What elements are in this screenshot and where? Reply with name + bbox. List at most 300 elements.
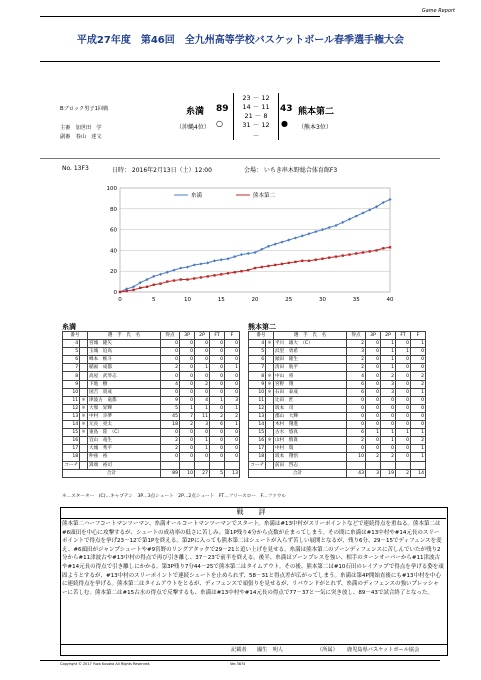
player-number: 12 <box>63 404 80 412</box>
data-point <box>321 258 323 260</box>
player-3p: 0 <box>366 340 381 348</box>
player-number: 6 <box>63 356 80 364</box>
player-number: 5 <box>249 348 266 356</box>
table-row <box>63 396 240 404</box>
total-2p: 27 <box>195 469 210 477</box>
total-ft: 2 <box>396 469 411 477</box>
player-ft: 0 <box>210 404 225 412</box>
legend-label: 熊本第二 <box>253 193 276 199</box>
player-number: 7 <box>249 364 266 372</box>
header-ft: FT <box>210 332 225 340</box>
player-3p: 7 <box>180 412 195 420</box>
y-tick-label: 20 <box>110 269 117 276</box>
info-rule <box>40 158 440 159</box>
data-point <box>274 264 276 266</box>
quarter-1: 23 － 12 <box>242 94 270 102</box>
player-3p: 0 <box>180 437 195 445</box>
player-points: 0 <box>161 388 180 396</box>
player-name: 大嶺 昇輝 <box>88 404 161 412</box>
starter-mark: ＊ <box>81 422 86 428</box>
total-points: 89 <box>161 469 180 477</box>
team-b-name: 熊本第二 <box>298 107 335 117</box>
player-points: 0 <box>161 356 180 364</box>
player-points: 2 <box>347 356 366 364</box>
player-number: 8 <box>63 372 80 380</box>
player-points: 0 <box>347 404 366 412</box>
data-point <box>348 253 350 255</box>
player-name: 浜里 勇希 <box>274 348 347 356</box>
starter-mark <box>266 445 274 453</box>
x-tick-label: 5 <box>152 297 156 303</box>
player-3p: 0 <box>180 348 195 356</box>
player-2p <box>195 461 210 469</box>
player-2p: 0 <box>195 453 210 461</box>
player-fouls: 1 <box>411 429 426 437</box>
player-ft: 6 <box>210 421 225 429</box>
player-3p: 0 <box>180 380 195 388</box>
starter-mark: ＊ <box>81 397 86 403</box>
recorder-label: 記載者 <box>231 647 247 653</box>
player-fouls: 1 <box>225 364 240 372</box>
player-points: 0 <box>161 348 180 356</box>
loss-mark: ● <box>281 119 288 128</box>
player-ft: 1 <box>396 429 411 437</box>
y-tick-label: 100 <box>106 186 117 192</box>
table-row <box>63 364 240 372</box>
player-fouls: 0 <box>225 372 240 380</box>
player-3p: 0 <box>366 412 381 420</box>
player-2p: 0 <box>381 445 396 453</box>
player-2p: 0 <box>195 372 210 380</box>
player-ft: 1 <box>210 396 225 404</box>
data-point <box>294 261 296 263</box>
team-a-score: 89 <box>216 104 229 114</box>
x-tick-label: 40 <box>386 297 394 303</box>
header-number: 番号 <box>63 332 88 340</box>
player-3p: 0 <box>366 388 381 396</box>
starter-mark: ＊ <box>81 405 86 411</box>
affiliation-label: （所属） <box>317 647 338 653</box>
table-row <box>63 356 240 364</box>
player-points: 0 <box>347 421 366 429</box>
y-tick-label: 80 <box>110 206 117 213</box>
player-fouls: 0 <box>225 437 240 445</box>
player-name: 国吉 貴成 <box>88 388 161 396</box>
header-2p: 2P <box>381 332 396 340</box>
data-point <box>315 259 317 261</box>
data-point <box>382 247 384 249</box>
table-row <box>63 437 240 445</box>
header-3p: 3P <box>366 332 381 340</box>
data-point <box>153 284 155 286</box>
player-3p: 1 <box>366 429 381 437</box>
player-number: 10 <box>249 388 266 396</box>
starter-mark <box>266 412 274 420</box>
player-name: 仲座 裕 <box>88 453 161 461</box>
player-fouls: 0 <box>411 396 426 404</box>
starter-mark <box>80 437 88 445</box>
player-3p: 0 <box>180 445 195 453</box>
starter-mark <box>80 380 88 388</box>
player-3p: 0 <box>366 380 381 388</box>
player-2p: 0 <box>195 348 210 356</box>
player-name: 山村 慎貴 <box>274 437 347 445</box>
table-row <box>249 340 426 348</box>
player-name: 古水 悠真 <box>274 429 347 437</box>
player-points: 2 <box>161 364 180 372</box>
referee-name: 加世田 学 <box>75 125 102 131</box>
table-row <box>63 412 240 420</box>
x-tick-label: 15 <box>217 297 225 303</box>
table-row <box>63 372 240 380</box>
team-a-box-score <box>62 331 240 478</box>
umpire-name: 春山 達文 <box>75 134 102 140</box>
team-b-rank: （熊本3位） <box>298 124 332 131</box>
player-2p: 0 <box>195 429 210 437</box>
starter-mark: ＊ <box>267 381 272 387</box>
player-ft: 0 <box>210 437 225 445</box>
player-number: 14 <box>63 421 80 429</box>
table-row <box>63 453 240 461</box>
table-row <box>249 445 426 453</box>
player-ft: 0 <box>210 348 225 356</box>
data-point <box>234 271 236 273</box>
player-name: 宜山 竜生 <box>88 437 161 445</box>
data-point <box>389 246 391 248</box>
player-2p: 0 <box>195 388 210 396</box>
player-2p: 3 <box>381 380 396 388</box>
player-points: 3 <box>347 348 366 356</box>
player-3p: 2 <box>180 421 195 429</box>
x-tick-label: 25 <box>285 297 293 303</box>
player-fouls: 0 <box>225 380 240 388</box>
player-2p: 1 <box>381 356 396 364</box>
player-name: 嵩端 裕司 <box>88 461 161 469</box>
score-bracket-left <box>233 93 234 140</box>
player-ft: 0 <box>210 429 225 437</box>
player-ft: 0 <box>210 364 225 372</box>
starter-mark <box>266 396 274 404</box>
player-name: 東島 陸 （C） <box>88 429 161 437</box>
player-number: 11 <box>63 396 80 404</box>
player-points <box>347 461 366 469</box>
starter-mark <box>80 372 88 380</box>
header-ft: FT <box>396 332 411 340</box>
data-point <box>220 273 222 275</box>
player-number: 17 <box>63 445 80 453</box>
table-row <box>63 404 240 412</box>
data-point <box>335 255 337 257</box>
player-number: 9 <box>63 380 80 388</box>
player-number: 13 <box>63 412 80 420</box>
player-points: 2 <box>347 437 366 445</box>
player-3p: 0 <box>366 356 381 364</box>
player-number: 16 <box>63 437 80 445</box>
header-name: 選 手 氏 名 <box>88 332 161 340</box>
player-fouls: 1 <box>411 388 426 396</box>
data-point <box>281 263 283 265</box>
player-points: 4 <box>347 372 366 380</box>
player-ft: 0 <box>396 421 411 429</box>
table-row <box>249 412 426 420</box>
player-ft: 0 <box>396 437 411 445</box>
player-number: 13 <box>249 412 266 420</box>
x-tick-label: 0 <box>118 297 122 303</box>
table-row <box>63 380 240 388</box>
player-points: 0 <box>347 396 366 404</box>
table-row <box>63 461 240 469</box>
data-point <box>261 266 263 268</box>
player-name: 坂本 翔悟 <box>274 453 347 461</box>
starter-mark: ＊ <box>81 413 86 419</box>
player-fouls: 0 <box>411 348 426 356</box>
player-2p: 3 <box>381 388 396 396</box>
player-2p: 1 <box>195 404 210 412</box>
comment-text: 熊本第二ハーフコートマンツーマン、糸満オールコートマンツーマンでスタート。糸満は#13中村がスリーポイントなどで連続得点を重ねる。熊本第二は#6頭田を中心に攻撃するが、シュートの成功率の低さに苦しみ、第1P残り4分から点数が止まってしまう。その間に糸満は#13中村や#14元長のスリーポイントで得点を挙げ23－12で第1Pを終える。第2Pに入っても熊本第二はシュートが入らず苦しい展開となるが、残り6分、29－15でディフェンスを変え、#6頭田がジャンプシュートや#9宮野のリングアタックで29－21と追い上げを見せる。糸満は熊本第二のゾーンディフェンスに苦しんでいたが残り2分から#11津波古や#13中村の得点で再び引き離し、37－23で前半を終える。後半、糸満はゾーンプレスを強い、相手のターンオーバーから#11津波古や#14元長の得点で引き離しにかかる。第3P残り7分44－25で熊本第二はタイムアウト。その後、熊本第二は#10石田のレイアップで得点を挙げる姿を頑固ようとするが、#13中村のスリーポイントで連続シュートを止められず、58－31と得点差が広がってしまう。糸満は第4P開始直後にも#13中村を中心に連続得点を挙げる。熊本第二はタイムアウトをとるが、ディフェンスで頑張りを見せるが、リバウンドがとれず、糸満のディフェンスの強いプレッシャーに苦しむ。熊本第二は#15古水の得点で反撃するも、糸満は#13中村や#14元長の得点で77－37と一気に突き放し、89－43で試合終了となった。 <box>62 521 444 596</box>
player-name: 木村 翔進 <box>274 421 347 429</box>
starter-mark <box>80 356 88 364</box>
data-point <box>126 290 128 292</box>
player-points: 4 <box>161 380 180 388</box>
player-2p: 1 <box>381 429 396 437</box>
player-fouls: 0 <box>225 340 240 348</box>
starter-mark: ＊ <box>267 373 272 379</box>
player-2p <box>381 461 396 469</box>
recorder-row <box>60 643 448 656</box>
player-fouls: 0 <box>411 421 426 429</box>
table-row <box>249 396 426 404</box>
player-2p: 1 <box>381 348 396 356</box>
player-fouls: 0 <box>225 429 240 437</box>
header-3p: 3P <box>180 332 195 340</box>
player-points: 2 <box>161 445 180 453</box>
team-b-header-row <box>249 332 426 340</box>
player-3p: 1 <box>180 404 195 412</box>
player-name: 津波古 竜都 <box>88 396 161 404</box>
player-fouls: 0 <box>225 445 240 453</box>
score-bracket-right <box>278 93 279 140</box>
player-points: 2 <box>347 364 366 372</box>
player-fouls: 1 <box>225 404 240 412</box>
player-ft: 0 <box>396 372 411 380</box>
legend-label: 糸満 <box>191 193 203 199</box>
player-name: 前田 啓志 <box>274 461 347 469</box>
version: Ver.3874 <box>230 662 246 666</box>
table-row <box>249 364 426 372</box>
player-2p: 0 <box>195 356 210 364</box>
data-point <box>240 270 242 272</box>
player-fouls: 0 <box>411 356 426 364</box>
player-points: 0 <box>161 372 180 380</box>
player-number: 10 <box>63 388 80 396</box>
table-row <box>249 461 426 469</box>
player-3p: 0 <box>180 396 195 404</box>
data-point <box>207 275 209 277</box>
data-point <box>301 260 303 262</box>
umpire-row <box>60 133 102 140</box>
player-2p: 4 <box>195 396 210 404</box>
player-points: 0 <box>347 412 366 420</box>
header-fouls: F <box>225 332 240 340</box>
player-points: 0 <box>347 445 366 453</box>
data-point <box>369 250 371 252</box>
page-title: 平成27年度 第46回 全九州高等学校バスケットボール春季選手権大会 <box>76 35 405 46</box>
team-a-box-title: 糸満 <box>62 323 76 331</box>
player-ft: 1 <box>396 348 411 356</box>
player-fouls: 2 <box>411 372 426 380</box>
player-ft: 0 <box>396 380 411 388</box>
player-2p: 0 <box>381 412 396 420</box>
player-3p: 0 <box>180 388 195 396</box>
player-points: 9 <box>161 396 180 404</box>
player-number: 17 <box>249 445 266 453</box>
player-points: 18 <box>161 421 180 429</box>
starter-mark <box>266 348 274 356</box>
x-tick-label: 35 <box>352 297 360 303</box>
player-2p: 0 <box>381 421 396 429</box>
data-point <box>375 249 377 251</box>
player-name: 平川 雄大 （C） <box>274 340 347 348</box>
player-fouls: 0 <box>225 356 240 364</box>
data-point <box>288 262 290 264</box>
player-points: 0 <box>161 429 180 437</box>
player-points: 6 <box>347 429 366 437</box>
player-number: 4 <box>63 340 80 348</box>
player-name: 宮野 翔 <box>274 380 347 388</box>
starter-mark <box>266 429 274 437</box>
starter-mark <box>266 421 274 429</box>
umpire-label: 副審 <box>60 134 71 140</box>
total-ft: 5 <box>210 469 225 477</box>
data-point <box>193 277 195 279</box>
player-3p: 0 <box>366 421 381 429</box>
table-row <box>249 404 426 412</box>
player-name: 下地 樹 <box>88 380 161 388</box>
player-2p: 1 <box>195 364 210 372</box>
player-2p: 1 <box>381 437 396 445</box>
data-point <box>166 280 168 282</box>
score-progress-chart <box>96 180 402 310</box>
starter-mark <box>80 364 88 372</box>
player-number: 11 <box>249 396 266 404</box>
player-ft: 0 <box>210 356 225 364</box>
player-fouls: 2 <box>411 380 426 388</box>
y-tick-label: 40 <box>110 248 117 255</box>
player-points: 5 <box>161 404 180 412</box>
affiliation-name: 鹿児島県バスケットボール協会 <box>347 647 420 653</box>
player-ft: 0 <box>210 445 225 453</box>
starter-mark <box>80 453 88 461</box>
player-2p: 0 <box>381 396 396 404</box>
quarter-2: 14 － 11 <box>242 103 270 111</box>
total-2p: 19 <box>381 469 396 477</box>
table-row <box>63 445 240 453</box>
player-number: コーチ <box>64 462 79 468</box>
player-2p: 1 <box>381 340 396 348</box>
overtime: － <box>252 132 260 140</box>
player-fouls: 0 <box>225 453 240 461</box>
footer-rule <box>40 660 440 661</box>
starter-mark <box>266 461 274 469</box>
player-ft: 0 <box>396 364 411 372</box>
player-number: 9 <box>249 380 266 388</box>
starter-mark: ＊ <box>267 389 272 395</box>
data-point <box>254 267 256 269</box>
player-ft: 2 <box>210 412 225 420</box>
player-ft: 0 <box>396 453 411 461</box>
player-2p: 1 <box>195 437 210 445</box>
player-3p: 0 <box>180 429 195 437</box>
table-row <box>249 388 426 396</box>
header-points: 得点 <box>161 332 180 340</box>
total-row <box>249 469 426 477</box>
team-a-header-row <box>63 332 240 340</box>
player-fouls: 0 <box>411 404 426 412</box>
player-fouls: 3 <box>225 396 240 404</box>
player-ft: 0 <box>396 396 411 404</box>
header-fouls: F <box>411 332 426 340</box>
player-fouls: 1 <box>411 340 426 348</box>
player-ft: 0 <box>396 412 411 420</box>
player-points <box>161 461 180 469</box>
table-row <box>249 421 426 429</box>
player-3p: 0 <box>366 348 381 356</box>
team-b-box-title: 熊本第二 <box>248 323 276 331</box>
player-name: 郡山 大輝 <box>274 412 347 420</box>
player-name: 稲福 成都 <box>88 364 161 372</box>
player-2p: 3 <box>195 421 210 429</box>
player-points: 6 <box>347 380 366 388</box>
player-fouls: 2 <box>411 437 426 445</box>
data-point <box>146 286 148 288</box>
player-points: 0 <box>161 453 180 461</box>
x-tick-label: 30 <box>319 297 326 303</box>
player-2p: 0 <box>195 340 210 348</box>
comment-title: 戦 評 <box>60 507 446 519</box>
player-ft: 0 <box>396 356 411 364</box>
player-fouls: 0 <box>225 388 240 396</box>
referee-row <box>60 124 102 131</box>
player-3p: 0 <box>180 372 195 380</box>
player-ft: 0 <box>396 404 411 412</box>
starter-mark: ＊ <box>267 341 272 347</box>
player-2p: 1 <box>381 364 396 372</box>
round-label: Bブロック男子1回戦 <box>60 106 109 112</box>
player-name: 坂本 司 <box>274 404 347 412</box>
player-ft: 0 <box>210 372 225 380</box>
quarter-3: 21 － 8 <box>244 112 268 120</box>
starter-mark <box>266 404 274 412</box>
player-3p <box>366 461 381 469</box>
player-ft: 0 <box>396 445 411 453</box>
player-name: 石田 泰成 <box>274 388 347 396</box>
player-fouls: 0 <box>411 412 426 420</box>
starter-mark <box>80 445 88 453</box>
table-row <box>249 437 426 445</box>
player-number: 6 <box>249 356 266 364</box>
player-2p: 1 <box>195 445 210 453</box>
player-number: 8 <box>249 372 266 380</box>
player-name: 中村 歩夢 <box>88 412 161 420</box>
x-tick-label: 10 <box>184 297 191 303</box>
player-ft: 0 <box>396 340 411 348</box>
starter-mark <box>80 461 88 469</box>
data-point <box>328 256 330 258</box>
game-venue: 会場： いちき串木野総合体育館F3 <box>244 167 338 174</box>
table-row <box>249 380 426 388</box>
player-3p: 0 <box>180 356 195 364</box>
player-ft: 0 <box>396 388 411 396</box>
